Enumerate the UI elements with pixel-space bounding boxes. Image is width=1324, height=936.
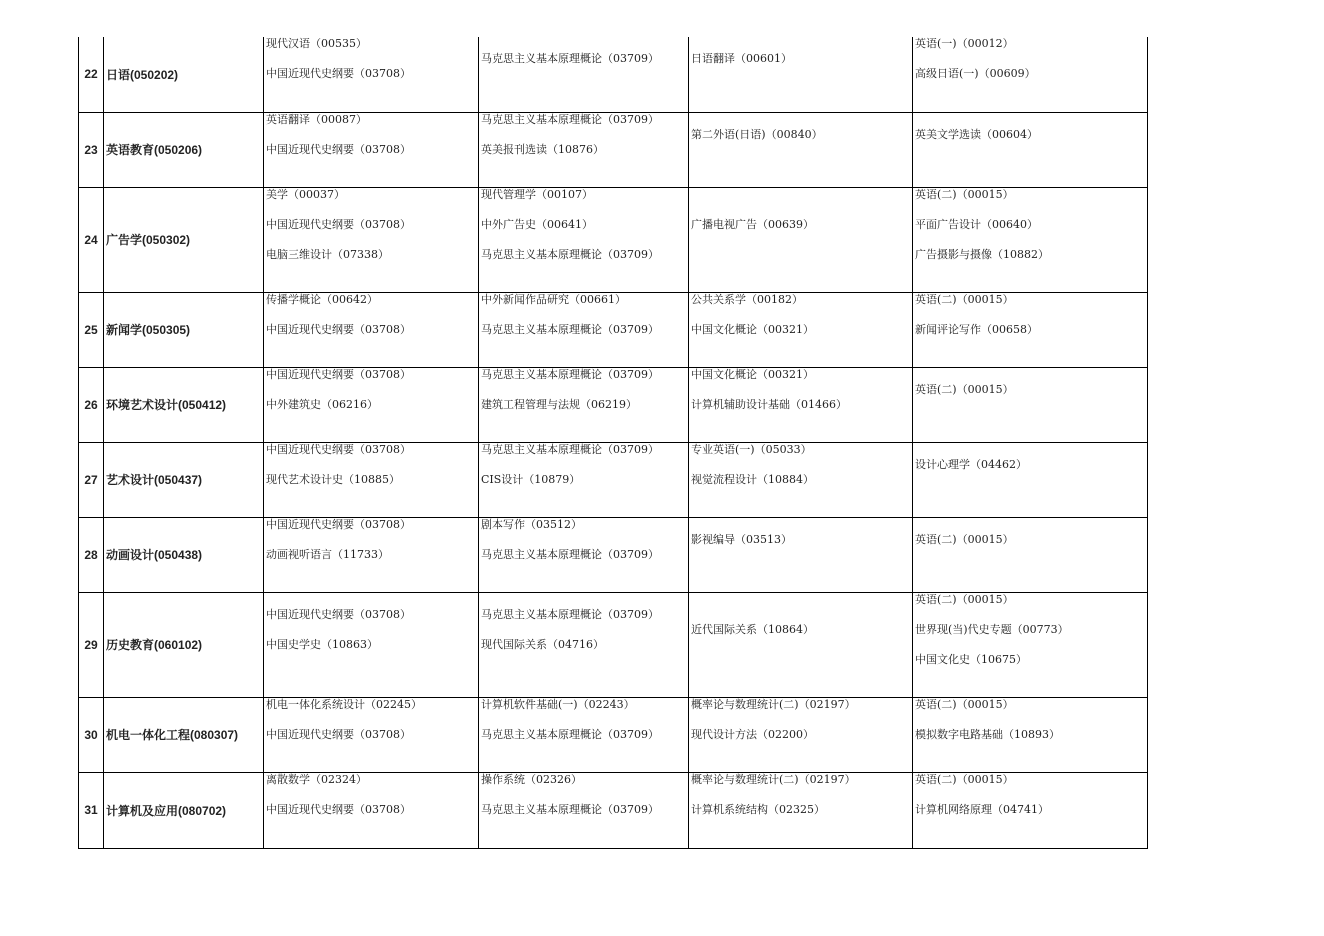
course-entry: 计算机系统结构（02325）: [691, 802, 825, 816]
course-cell-4: [913, 292, 1148, 367]
course-entry: 中国近现代史纲要（03708）: [266, 67, 411, 80]
table-row: [79, 517, 1148, 592]
major-name: 动画设计(050438): [104, 517, 264, 592]
course-cell-3: [689, 517, 913, 592]
table-row: [79, 592, 1148, 697]
course-cell-4: [913, 37, 1148, 112]
table-body: [79, 37, 1148, 848]
course-entry: 马克思主义基本原理概论（03709）: [481, 727, 659, 741]
course-entry: 英语(二)（00015）: [915, 697, 1014, 711]
table-row: [79, 442, 1148, 517]
course-entry: 概率论与数理统计(二)（02197）: [691, 772, 856, 786]
course-cell-1: [264, 517, 479, 592]
course-cell-4: [913, 592, 1148, 697]
course-entry: 美学（00037）: [266, 187, 345, 201]
major-name: 新闻学(050305): [104, 292, 264, 367]
course-entry: 平面广告设计（00640）: [915, 217, 1038, 231]
course-entry: 中外广告史（00641）: [481, 217, 593, 231]
course-entry: 中国史学史（10863）: [266, 637, 378, 651]
course-entry: 中国近现代史纲要（03708）: [266, 322, 411, 336]
table-row: [79, 367, 1148, 442]
course-cell-1: [264, 772, 479, 848]
course-entry: 中国文化概论（00321）: [691, 322, 814, 336]
row-index: 30: [79, 697, 104, 772]
row-index: 27: [79, 442, 104, 517]
course-cell-3: [689, 442, 913, 517]
course-entry: 英美报刊选读（10876）: [481, 142, 604, 156]
course-entry: 马克思主义基本原理概论（03709）: [481, 322, 659, 336]
course-entry: 世界现(当)代史专题（00773）: [915, 622, 1069, 636]
row-index: 23: [79, 112, 104, 187]
course-cell-3: [689, 592, 913, 697]
course-entry: 马克思主义基本原理概论（03709）: [481, 247, 659, 261]
course-entry: 新闻评论写作（00658）: [915, 322, 1038, 336]
course-cell-1: [264, 37, 479, 112]
course-entry: 马克思主义基本原理概论（03709）: [481, 52, 659, 65]
course-entry: 计算机软件基础(一)（02243）: [481, 697, 635, 711]
course-cell-1: [264, 187, 479, 292]
course-entry: 英语(二)（00015）: [915, 772, 1014, 786]
course-cell-2: [479, 592, 689, 697]
course-cell-2: [479, 37, 689, 112]
major-name: 机电一体化工程(080307): [104, 697, 264, 772]
table-row: [79, 187, 1148, 292]
course-entry: 英语翻译（00087）: [266, 112, 367, 126]
course-cell-2: [479, 292, 689, 367]
row-index: 24: [79, 187, 104, 292]
row-index: 22: [79, 37, 104, 112]
course-cell-3: [689, 187, 913, 292]
course-entry: 英语(二)（00015）: [915, 532, 1014, 546]
course-entry: 近代国际关系（10864）: [691, 622, 814, 636]
major-name: 环境艺术设计(050412): [104, 367, 264, 442]
course-cell-3: [689, 772, 913, 848]
course-entry: 专业英语(一)（05033）: [691, 442, 812, 456]
course-cell-4: [913, 772, 1148, 848]
course-entry: 操作系统（02326）: [481, 772, 582, 786]
course-entry: 现代国际关系（04716）: [481, 637, 604, 651]
course-entry: 中国近现代史纲要（03708）: [266, 802, 411, 816]
course-entry: 英美文学选读（00604）: [915, 127, 1038, 141]
course-entry: 中国文化史（10675）: [915, 652, 1027, 666]
course-entry: 现代管理学（00107）: [481, 187, 593, 201]
course-cell-4: [913, 367, 1148, 442]
course-entry: 日语翻译（00601）: [691, 52, 792, 65]
course-entry: 中国近现代史纲要（03708）: [266, 217, 411, 231]
course-entry: 电脑三维设计（07338）: [266, 247, 389, 261]
course-entry: 动画视听语言（11733）: [266, 547, 389, 561]
course-cell-2: [479, 517, 689, 592]
course-entry: 马克思主义基本原理概论（03709）: [481, 442, 659, 456]
course-entry: 建筑工程管理与法规（06219）: [481, 397, 637, 411]
course-cell-2: [479, 697, 689, 772]
course-entry: 中国近现代史纲要（03708）: [266, 517, 411, 531]
major-name: 历史教育(060102): [104, 592, 264, 697]
row-index: 25: [79, 292, 104, 367]
major-name: 计算机及应用(080702): [104, 772, 264, 848]
course-entry: 中国近现代史纲要（03708）: [266, 142, 411, 156]
course-entry: 剧本写作（03512）: [481, 517, 582, 531]
course-entry: 设计心理学（04462）: [915, 457, 1027, 471]
course-entry: 离散数学（02324）: [266, 772, 367, 786]
course-entry: 英语(一)（00012）: [915, 37, 1014, 50]
course-entry: 现代艺术设计史（10885）: [266, 472, 400, 486]
course-entry: 英语(二)（00015）: [915, 292, 1014, 306]
course-entry: 马克思主义基本原理概论（03709）: [481, 367, 659, 381]
course-entry: 中国近现代史纲要（03708）: [266, 442, 411, 456]
course-cell-1: [264, 592, 479, 697]
course-entry: 模拟数字电路基础（10893）: [915, 727, 1060, 741]
table-row: [79, 112, 1148, 187]
table-row: [79, 697, 1148, 772]
course-entry: 第二外语(日语)（00840）: [691, 127, 823, 141]
course-entry: 公共关系学（00182）: [691, 292, 803, 306]
course-cell-4: [913, 442, 1148, 517]
course-cell-3: [689, 112, 913, 187]
course-cell-2: [479, 187, 689, 292]
course-cell-2: [479, 772, 689, 848]
course-entry: 概率论与数理统计(二)（02197）: [691, 697, 856, 711]
course-entry: 英语(二)（00015）: [915, 382, 1014, 396]
row-index: 29: [79, 592, 104, 697]
course-entry: 中国近现代史纲要（03708）: [266, 607, 411, 621]
course-cell-1: [264, 697, 479, 772]
course-entry: 影视编导（03513）: [691, 532, 792, 546]
course-entry: 英语(二)（00015）: [915, 592, 1014, 606]
course-cell-3: [689, 37, 913, 112]
major-name: 广告学(050302): [104, 187, 264, 292]
course-entry: 高级日语(一)（00609）: [915, 67, 1036, 80]
course-cell-3: [689, 697, 913, 772]
course-entry: 机电一体化系统设计（02245）: [266, 697, 422, 711]
course-entry: CIS设计（10879）: [481, 472, 581, 486]
course-cell-2: [479, 367, 689, 442]
table-row: [79, 292, 1148, 367]
course-entry: 英语(二)（00015）: [915, 187, 1014, 201]
course-entry: 计算机辅助设计基础（01466）: [691, 397, 847, 411]
course-cell-4: [913, 112, 1148, 187]
course-entry: 传播学概论（00642）: [266, 292, 378, 306]
course-cell-3: [689, 367, 913, 442]
row-index: 28: [79, 517, 104, 592]
course-cell-1: [264, 367, 479, 442]
major-name: 艺术设计(050437): [104, 442, 264, 517]
course-entry: 视觉流程设计（10884）: [691, 472, 814, 486]
row-index: 26: [79, 367, 104, 442]
course-cell-1: [264, 292, 479, 367]
table-row: [79, 37, 1148, 112]
course-entry: 马克思主义基本原理概论（03709）: [481, 802, 659, 816]
course-entry: 马克思主义基本原理概论（03709）: [481, 607, 659, 621]
course-cell-4: [913, 187, 1148, 292]
course-cell-1: [264, 112, 479, 187]
course-cell-1: [264, 442, 479, 517]
course-entry: 现代汉语（00535）: [266, 37, 367, 50]
course-entry: 中外新闻作品研究（00661）: [481, 292, 626, 306]
curriculum-table: [78, 37, 1148, 849]
course-cell-4: [913, 517, 1148, 592]
course-entry: 广告摄影与摄像（10882）: [915, 247, 1049, 261]
major-name: 英语教育(050206): [104, 112, 264, 187]
course-entry: 计算机网络原理（04741）: [915, 802, 1049, 816]
course-entry: 广播电视广告（00639）: [691, 217, 814, 231]
course-cell-2: [479, 442, 689, 517]
course-entry: 中国近现代史纲要（03708）: [266, 727, 411, 741]
row-index: 31: [79, 772, 104, 848]
course-cell-3: [689, 292, 913, 367]
course-entry: 现代设计方法（02200）: [691, 727, 814, 741]
course-cell-2: [479, 112, 689, 187]
major-name: 日语(050202): [104, 37, 264, 112]
course-entry: 中国近现代史纲要（03708）: [266, 367, 411, 381]
table-row: [79, 772, 1148, 848]
course-entry: 中外建筑史（06216）: [266, 397, 378, 411]
course-entry: 马克思主义基本原理概论（03709）: [481, 112, 659, 126]
course-entry: 中国文化概论（00321）: [691, 367, 814, 381]
course-cell-4: [913, 697, 1148, 772]
course-entry: 马克思主义基本原理概论（03709）: [481, 547, 659, 561]
